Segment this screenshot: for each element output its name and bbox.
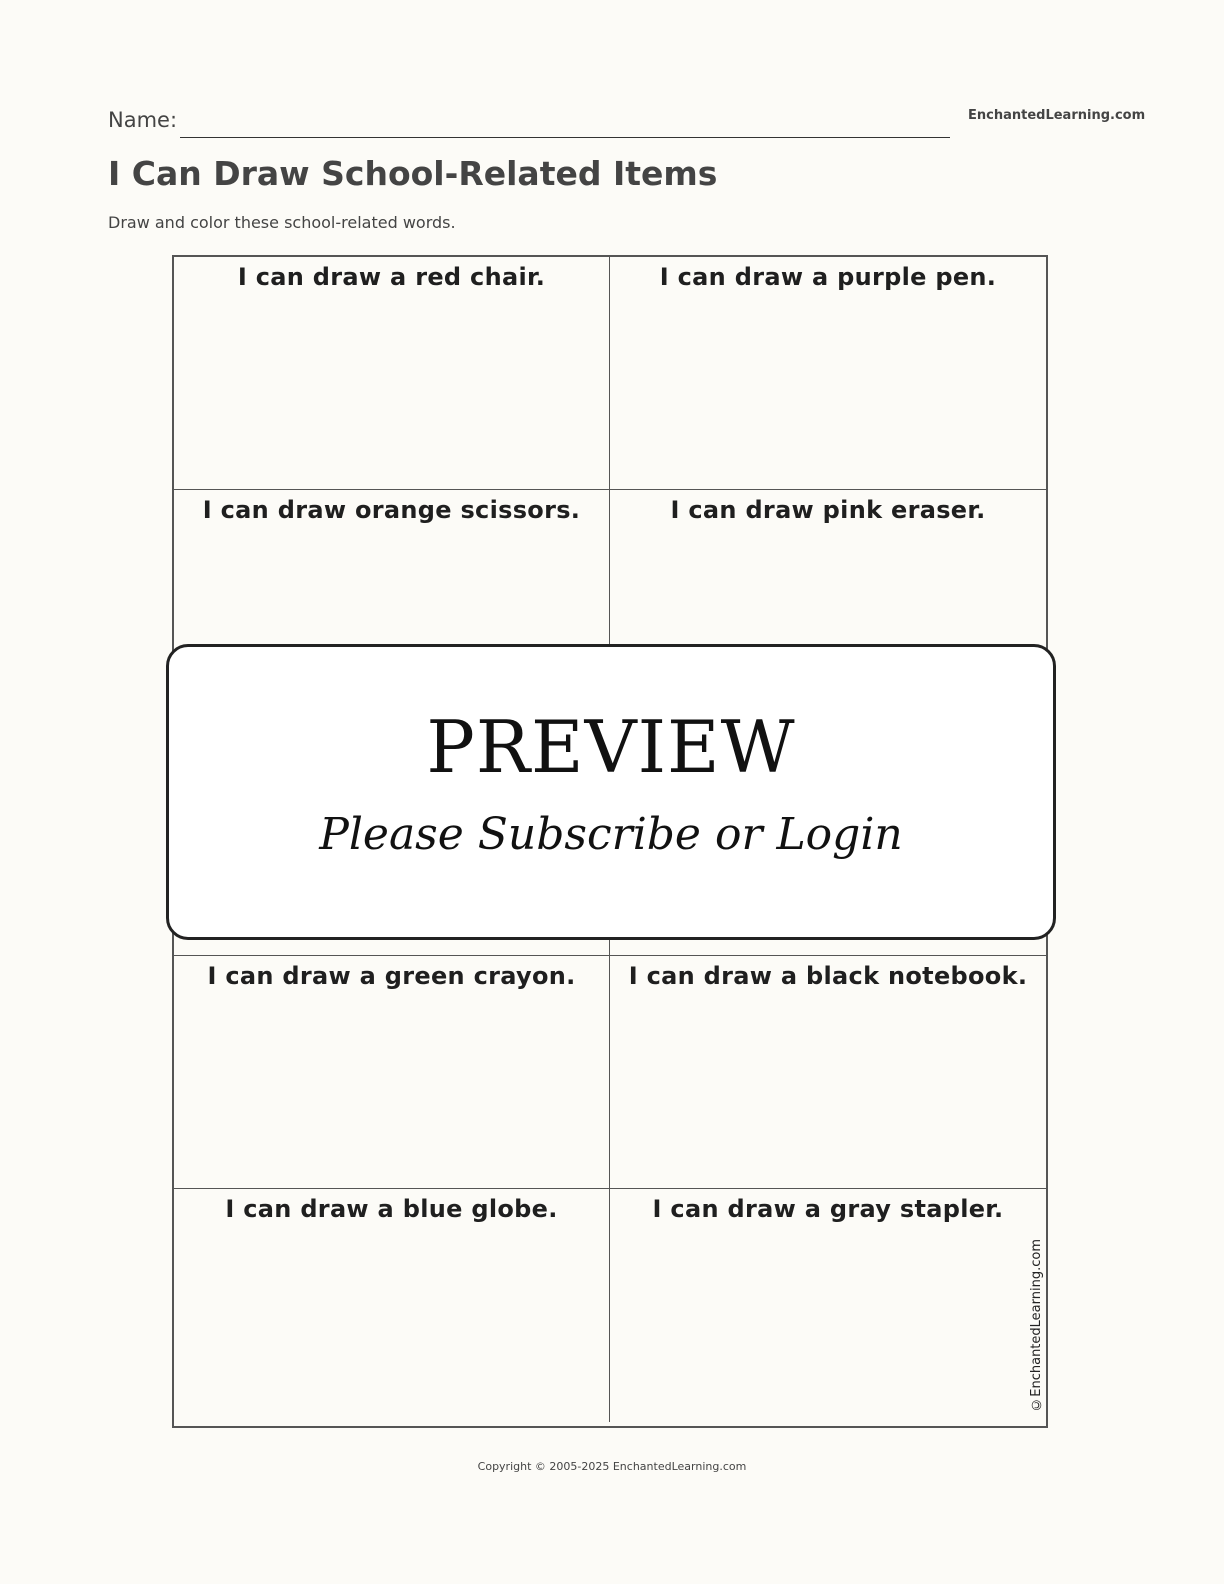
drawing-cell: [610, 956, 1046, 1189]
vertical-credit: ©EnchantedLearning.com: [1029, 1239, 1044, 1412]
site-name[interactable]: EnchantedLearning.com: [968, 108, 1146, 123]
cell-prompt: I can draw a green crayon.: [207, 962, 576, 990]
drawing-cell: [610, 1189, 1046, 1422]
name-line: [180, 137, 950, 138]
cell-prompt: I can draw a gray stapler.: [652, 1195, 1004, 1223]
name-label: Name:: [108, 108, 178, 132]
cell-prompt: I can draw pink eraser.: [670, 496, 986, 524]
cell-prompt: I can draw a red chair.: [237, 263, 546, 291]
copyright-footer: Copyright © 2005-2025 EnchantedLearning.com: [477, 1460, 747, 1473]
preview-title: PREVIEW: [426, 705, 796, 789]
drawing-cell: [610, 257, 1046, 490]
cell-prompt: I can draw a black notebook.: [628, 962, 1028, 990]
page-title: I Can Draw School-Related Items: [108, 154, 718, 193]
instructions: Draw and color these school-related words.: [108, 213, 456, 232]
cell-prompt: I can draw a purple pen.: [659, 263, 997, 291]
subscribe-login-link[interactable]: Please Subscribe or Login: [319, 809, 903, 860]
cell-prompt: I can draw a blue globe.: [225, 1195, 558, 1223]
cell-prompt: I can draw orange scissors.: [202, 496, 581, 524]
drawing-cell: [174, 257, 610, 490]
preview-overlay[interactable]: [166, 644, 1056, 940]
drawing-cell: [174, 956, 610, 1189]
drawing-cell: [174, 1189, 610, 1422]
